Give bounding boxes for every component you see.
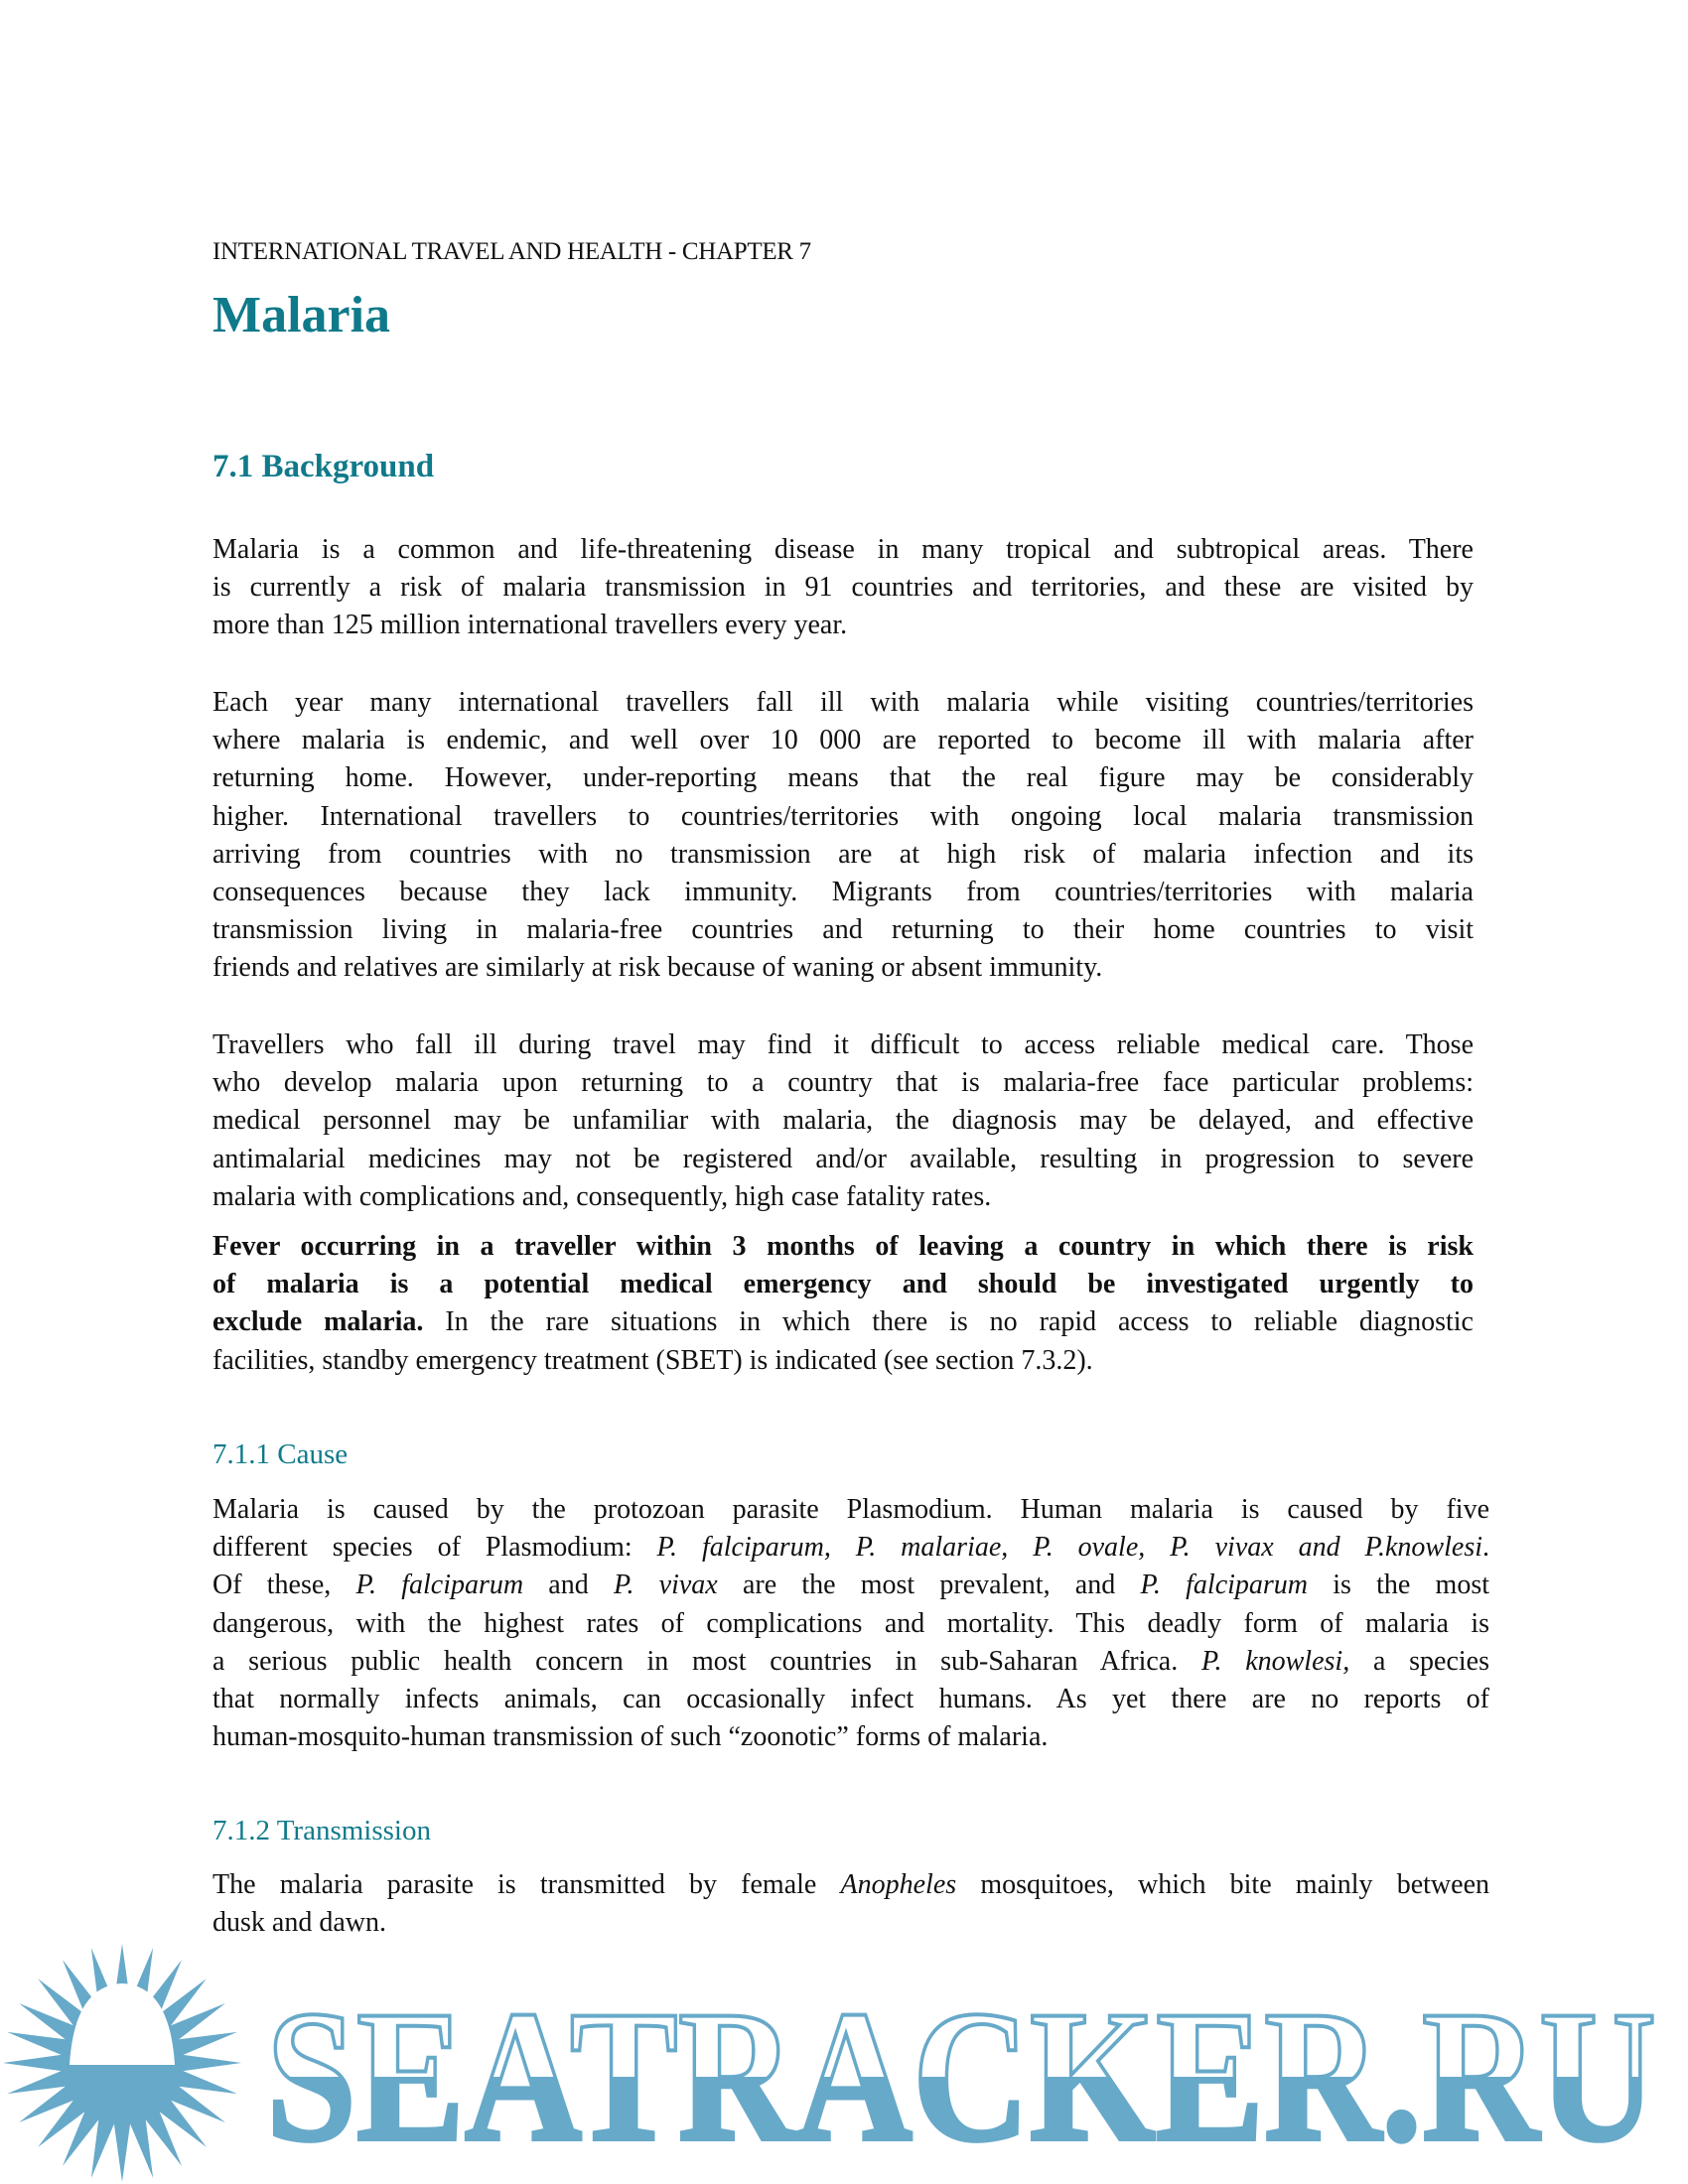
text-line: friends and relatives are similarly at risk because of waning or absent immunity. xyxy=(212,952,1103,984)
text-segment: is the most xyxy=(1308,1570,1489,1601)
section-heading-transmission: 7.1.2 Transmission xyxy=(212,1815,431,1846)
text-line: consequences because they lack immunity. Migrants from countries/territories with malaria xyxy=(212,876,1474,907)
text-line: that normally infects animals, can occasionally infect humans. As yet there are no reports of xyxy=(212,1683,1489,1714)
section-heading-background: 7.1 Background xyxy=(212,449,435,484)
watermark-text: SEATRACKER.RU xyxy=(266,1973,1656,2181)
paragraph xyxy=(212,684,1474,988)
section-heading-cause: 7.1.1 Cause xyxy=(212,1438,349,1470)
paragraph xyxy=(212,1866,1489,1942)
bold-text: Fever occurring in a traveller within 3 months of leaving a country in which there is risk xyxy=(212,1231,1474,1262)
text-line xyxy=(212,1866,1489,1904)
running-header: INTERNATIONAL TRAVEL AND HEALTH - CHAPTER 7 xyxy=(212,238,811,265)
text-segment: The malaria parasite is transmitted by female xyxy=(212,1869,841,1900)
text-segment: a species xyxy=(1349,1645,1489,1677)
text-line: antimalarial medicines may not be registered and/or available, resulting in progression to severe xyxy=(212,1143,1474,1174)
text-line: human-mosquito-human transmission of such “zoonotic” forms of malaria. xyxy=(212,1721,1049,1753)
text-line: higher. International travellers to countries/territories with ongoing local malaria transmission xyxy=(212,800,1474,832)
text-line: Malaria is a common and life-threatening disease in many tropical and subtropical areas. There xyxy=(212,534,1474,565)
text-segment: . xyxy=(1482,1532,1489,1564)
text-line: arriving from countries with no transmission are at high risk of malaria infection and its xyxy=(212,838,1474,870)
text-line: transmission living in malaria-free countries and returning to their home countries to visit xyxy=(212,914,1474,946)
text-line: facilities, standby emergency treatment (SBET) is indicated (see section 7.3.2). xyxy=(212,1344,1093,1376)
text-segment: are the most prevalent, and xyxy=(717,1570,1141,1601)
text-line: Travellers who fall ill during travel may find it difficult to access reliable medical care. Those xyxy=(212,1029,1474,1060)
text-line xyxy=(212,1567,1489,1604)
paragraph xyxy=(212,1491,1489,1756)
paragraph xyxy=(212,1228,1474,1380)
watermark-logo xyxy=(0,1936,1688,2184)
text-segment: different species of Plasmodium: xyxy=(212,1532,657,1564)
text-line xyxy=(212,1266,1474,1303)
text-segment: mosquitoes, which bite mainly between xyxy=(956,1869,1489,1900)
italic-text: P. vivax xyxy=(613,1570,718,1601)
text-line: where malaria is endemic, and well over 10 000 are reported to become ill with malaria after xyxy=(212,725,1474,756)
paragraph xyxy=(212,1026,1474,1216)
page-title: Malaria xyxy=(212,287,391,343)
text-segment: and xyxy=(523,1570,614,1601)
text-segment: In the rare situations in which there is no rapid access to reliable diagnostic xyxy=(423,1306,1474,1338)
text-line: Malaria is caused by the protozoan parasite Plasmodium. Human malaria is caused by five xyxy=(212,1494,1489,1525)
italic-text: P. falciparum, P. malariae, P. ovale, P. vivax and P.knowlesi xyxy=(656,1532,1482,1564)
text-segment: a serious public health concern in most countries in sub-Saharan Africa. xyxy=(212,1645,1201,1677)
text-line xyxy=(212,1643,1489,1681)
text-line: Each year many international travellers fall ill with malaria while visiting countries/territories xyxy=(212,687,1474,718)
paragraph xyxy=(212,531,1474,645)
text-line xyxy=(212,1529,1489,1567)
bold-text: of malaria is a potential medical emergency and should be investigated urgently to xyxy=(212,1269,1474,1300)
text-line xyxy=(212,1303,1474,1341)
text-line: who develop malaria upon returning to a country that is malaria-free face particular problems: xyxy=(212,1067,1474,1099)
sun-icon xyxy=(3,1944,241,2182)
text-line: is currently a risk of malaria transmission in 91 countries and territories, and these are visited by xyxy=(212,572,1474,604)
text-line: dusk and dawn. xyxy=(212,1907,386,1939)
text-segment: Of these, xyxy=(212,1570,356,1601)
italic-text: P. falciparum xyxy=(1140,1570,1309,1601)
bold-text: exclude malaria. xyxy=(212,1306,424,1338)
text-line: malaria with complications and, consequently, high case fatality rates. xyxy=(212,1180,992,1212)
text-line: medical personnel may be unfamiliar with malaria, the diagnosis may be delayed, and effective xyxy=(212,1105,1474,1137)
italic-text: P. falciparum xyxy=(355,1570,524,1601)
italic-text: Anopheles xyxy=(840,1869,957,1900)
text-line: returning home. However, under-reporting means that the real figure may be considerably xyxy=(212,762,1474,794)
text-line xyxy=(212,1228,1474,1266)
text-line: dangerous, with the highest rates of complications and mortality. This deadly form of malaria is xyxy=(212,1607,1489,1639)
text-line: more than 125 million international travellers every year. xyxy=(212,610,848,641)
italic-text: P. knowlesi, xyxy=(1200,1645,1350,1677)
